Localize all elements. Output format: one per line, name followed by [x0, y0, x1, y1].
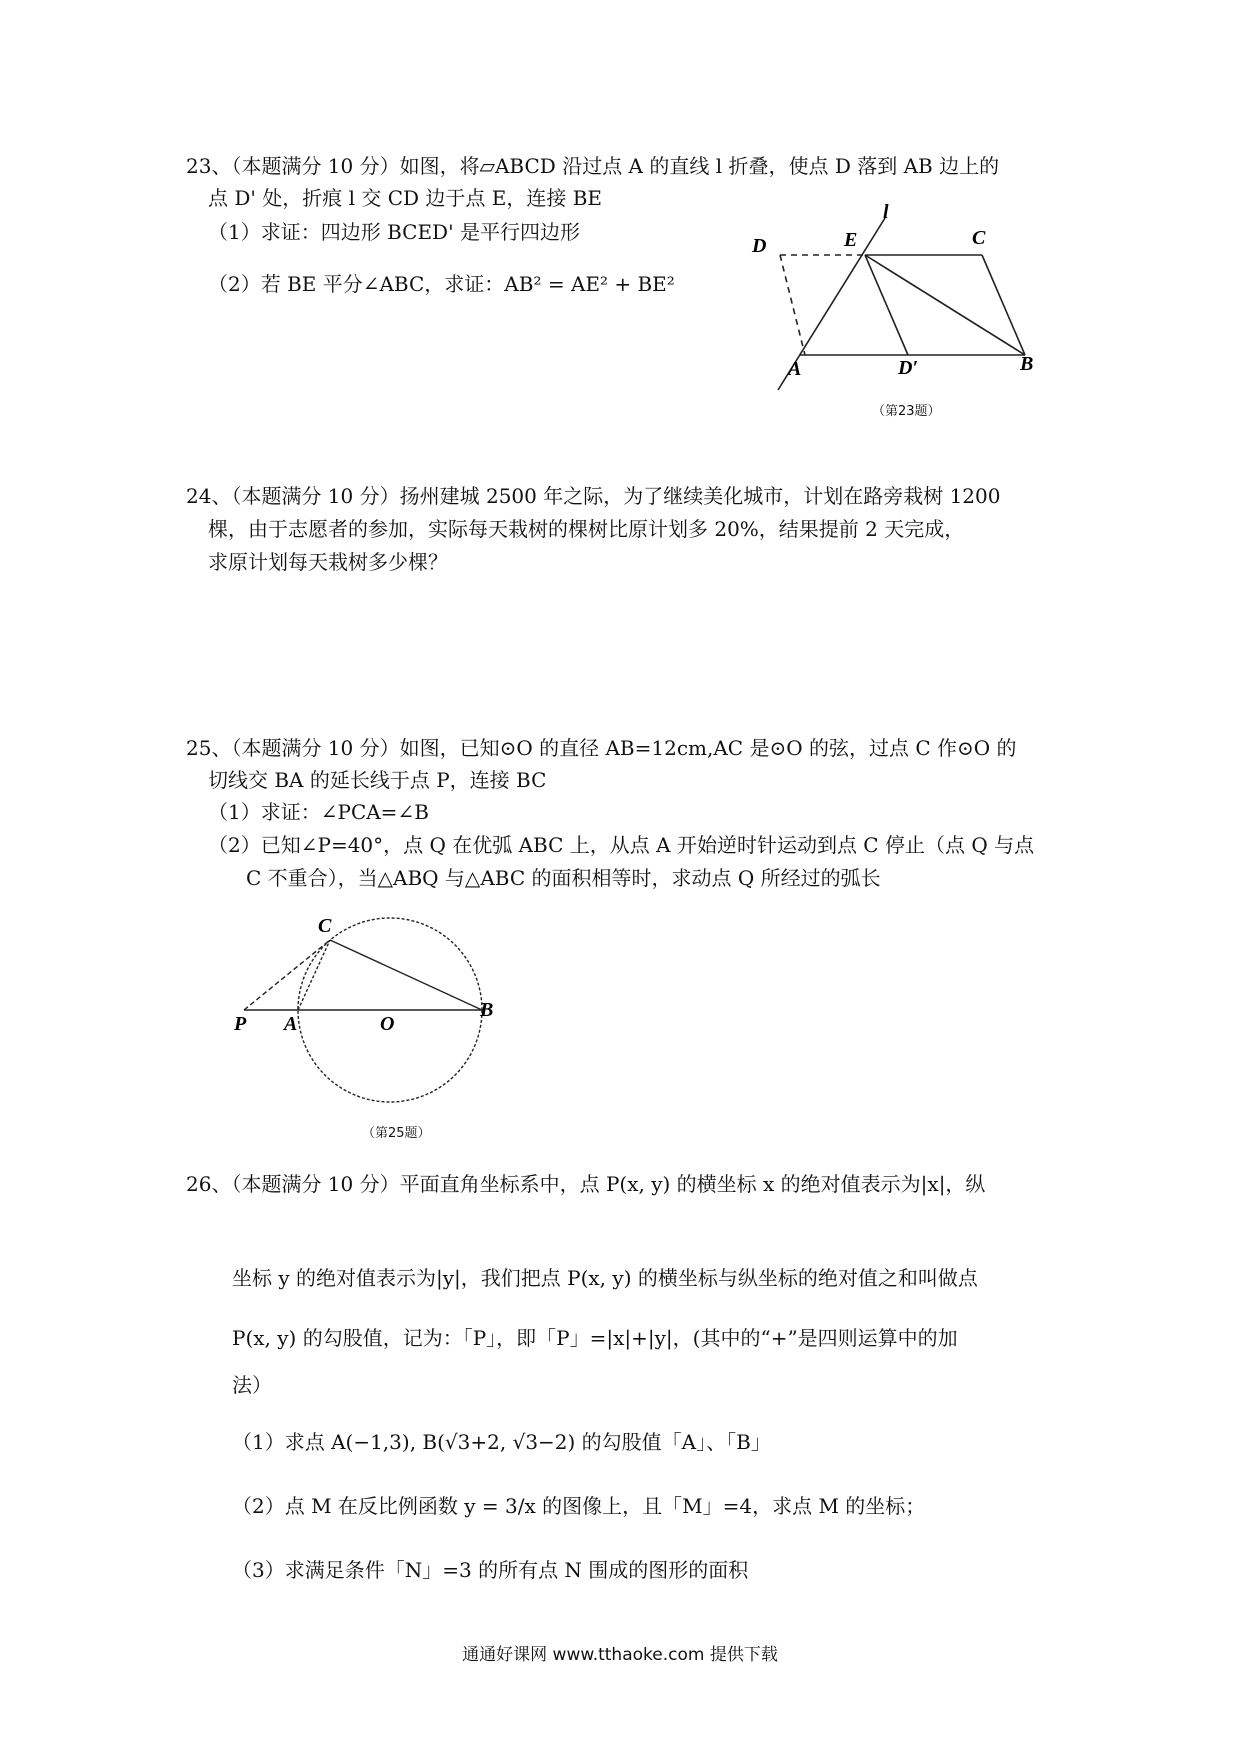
q26-line4: 法）	[232, 1373, 272, 1397]
q23-label-l: l	[883, 201, 889, 223]
q25-chord-AC	[298, 940, 330, 1010]
q23-seg-ED	[865, 255, 908, 355]
q25-label-P: P	[234, 1013, 247, 1035]
q26-sub2: （2）点 M 在反比例函数 y = 3/x 的图像上，且「M」=4，求点 M 的坐标；	[232, 1494, 926, 1518]
q23-sub2: （2）若 BE 平分∠ABC，求证：AB² = AE² + BE²	[208, 272, 675, 296]
q23-seg-CB	[982, 255, 1025, 355]
q23-label-E: E	[844, 229, 858, 251]
q23-label-A: A	[788, 358, 802, 380]
q26-line3: P(x, y) 的勾股值，记为：「P」，即「P」=|x|+|y|，(其中的“+”是四则运算中的加	[232, 1326, 958, 1350]
q25-label-B: B	[480, 999, 494, 1021]
q23-label-D: D	[752, 235, 767, 257]
q23-line2: 点 D' 处，折痕 l 交 CD 边于点 E，连接 BE	[208, 186, 603, 210]
q25-label-C: C	[318, 915, 332, 937]
q25-tangent-PC	[244, 940, 330, 1010]
q25-label-A: A	[284, 1013, 298, 1035]
q23-figure	[720, 200, 1060, 400]
q25-sub1: （1）求证：∠PCA=∠B	[208, 800, 429, 824]
q25-chord-CB	[330, 940, 482, 1010]
q26-sub3: （3）求满足条件「N」=3 的所有点 N 围成的图形的面积	[232, 1558, 749, 1582]
q25-sub2b: C 不重合），当△ABQ 与△ABC 的面积相等时，求动点 Q 所经过的弧长	[246, 866, 881, 890]
q23-label-C: C	[972, 227, 986, 249]
q23-label-B: B	[1020, 353, 1034, 375]
page-footer: 通通好课网 www.tthaoke.com 提供下载	[462, 1645, 778, 1665]
q26-line2: 坐标 y 的绝对值表示为|y|，我们把点 P(x, y) 的横坐标与纵坐标的绝对值之和叫做点	[232, 1266, 978, 1290]
q23-label-Dp: D′	[898, 357, 919, 379]
q25-caption: （第25题）	[362, 1126, 431, 1141]
q24-line1: 24、（本题满分 10 分）扬州建城 2500 年之际，为了继续美化城市，计划在路旁栽树 1200	[186, 484, 1001, 508]
q24-line2: 棵，由于志愿者的参加，实际每天栽树的棵树比原计划多 20%，结果提前 2 天完成，	[208, 517, 965, 541]
q25-sub2a: （2）已知∠P=40°，点 Q 在优弧 ABC 上，从点 A 开始逆时针运动到点 C 停止（点 Q 与点	[208, 833, 1035, 857]
q25-line2: 切线交 BA 的延长线于点 P，连接 BC	[208, 768, 547, 792]
q26-sub1: （1）求点 A(−1,3), B(√3+2, √3−2) 的勾股值「A」、「B」	[232, 1430, 771, 1454]
q23-seg-EB	[865, 255, 1025, 355]
q26-line1: 26、（本题满分 10 分）平面直角坐标系中，点 P(x, y) 的横坐标 x 的绝对值表示为|x|，纵	[186, 1172, 986, 1196]
q25-figure	[230, 910, 530, 1130]
q23-dashed-DA	[780, 255, 805, 355]
q23-line1: 23、（本题满分 10 分）如图，将▱ABCD 沿过点 A 的直线 l 折叠，使点 D 落到 AB 边上的	[186, 154, 1000, 178]
q25-label-O: O	[380, 1013, 395, 1035]
q24-line3: 求原计划每天栽树多少棵？	[208, 550, 448, 574]
q23-sub1: （1）求证：四边形 BCED' 是平行四边形	[208, 220, 580, 244]
q23-caption: （第23题）	[872, 404, 941, 419]
q25-line1: 25、（本题满分 10 分）如图，已知⊙O 的直径 AB=12cm,AC 是⊙O 的弦，过点 C 作⊙O 的	[186, 736, 1017, 760]
